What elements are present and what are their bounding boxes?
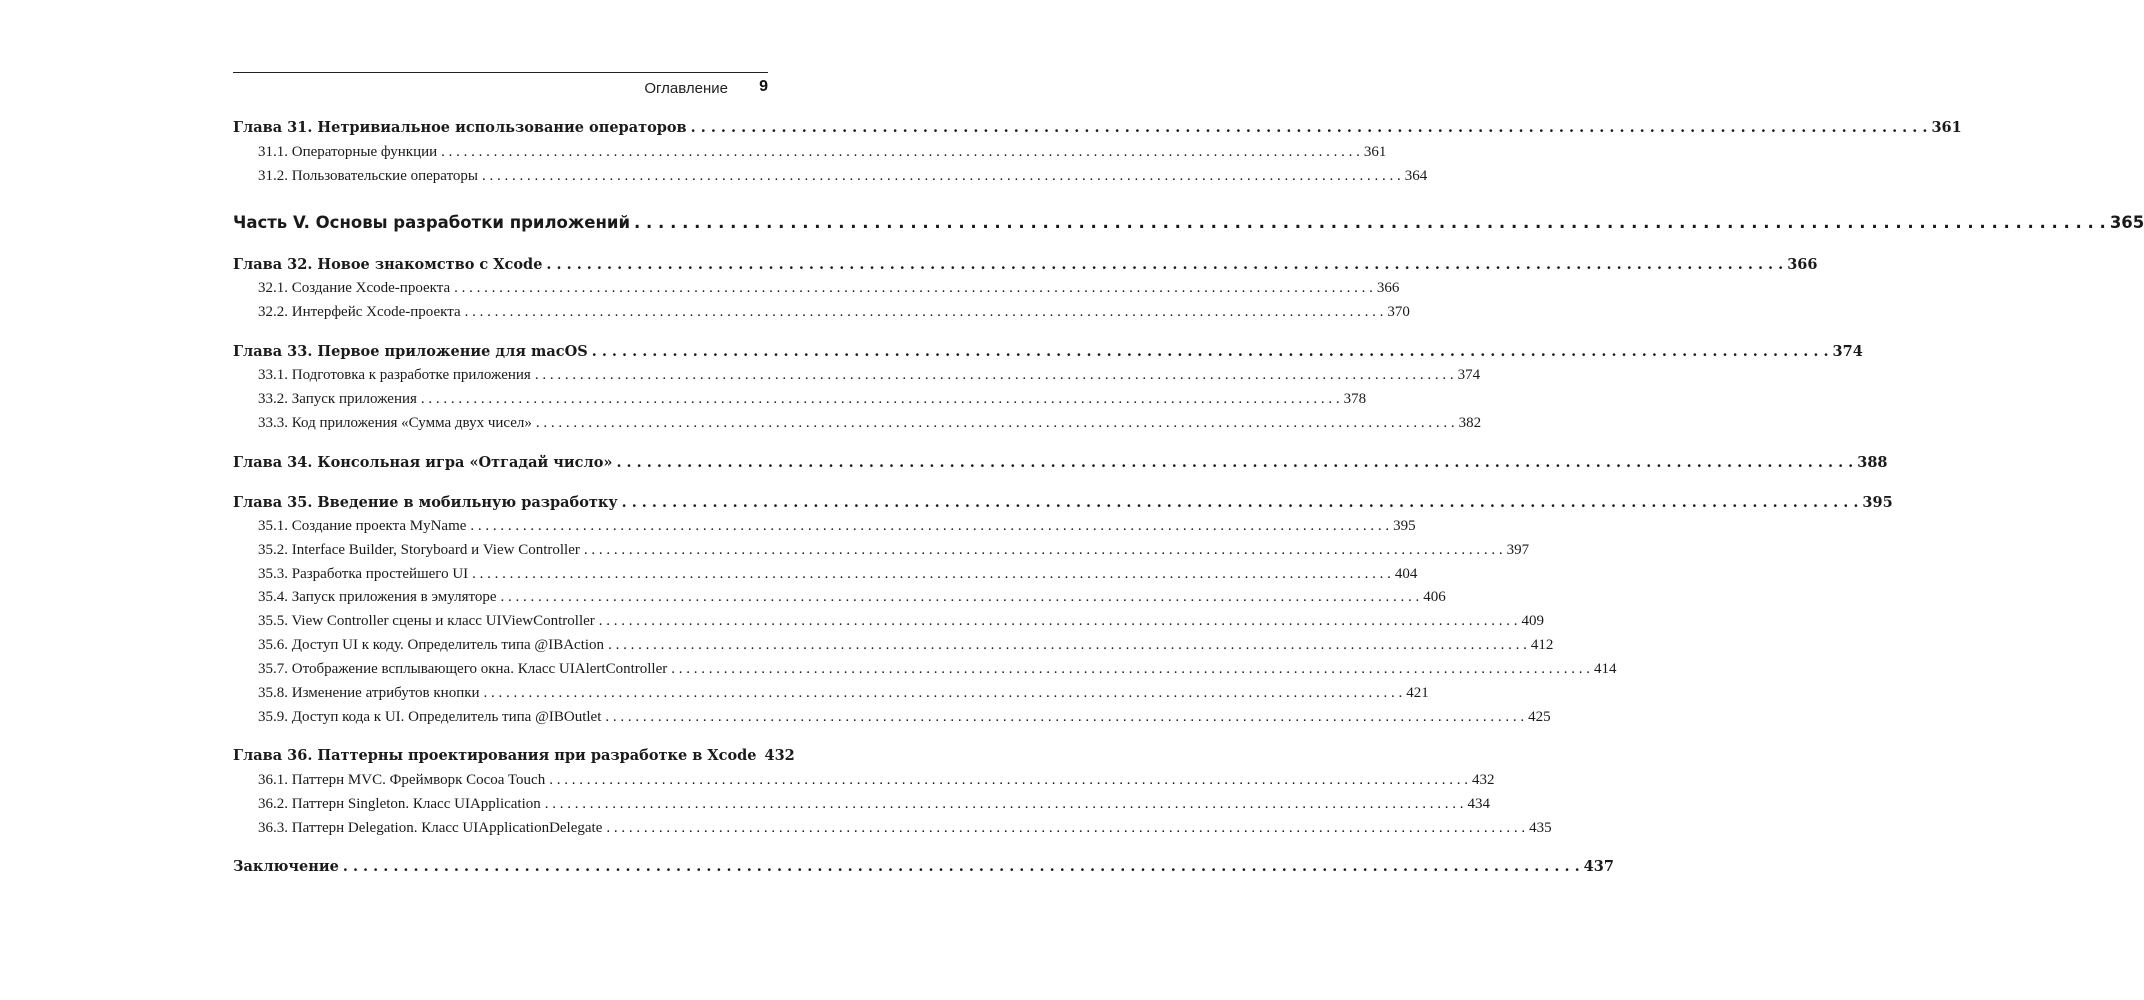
toc-section-35-4[interactable] xyxy=(258,589,1446,611)
toc-page-number: 432 xyxy=(764,747,795,764)
dot-leader xyxy=(622,494,1859,511)
toc-page-number: 364 xyxy=(1404,168,1428,184)
dot-leader xyxy=(691,119,1928,136)
toc-chapter-35[interactable] xyxy=(233,494,1893,516)
toc-title: Глава 36. Паттерны проектирования при разработке в Xcode xyxy=(233,747,757,764)
toc-page-number: 374 xyxy=(1832,343,1863,360)
toc-title: 35.8. Изменение атрибутов кнопки xyxy=(258,685,480,701)
toc-title: 35.4. Запуск приложения в эмуляторе xyxy=(258,589,497,605)
toc-section-31-2[interactable] xyxy=(258,168,1428,190)
toc-page-number: 361 xyxy=(1931,119,1962,136)
toc-part-5[interactable] xyxy=(233,213,2144,239)
dot-leader xyxy=(549,772,1468,789)
toc-section-35-6[interactable] xyxy=(258,637,1554,659)
toc-title: 31.2. Пользовательские операторы xyxy=(258,168,479,184)
dot-leader xyxy=(545,796,1464,813)
toc-page-number: 370 xyxy=(1387,304,1410,320)
toc-section-35-9[interactable] xyxy=(258,709,1551,731)
toc-title: 35.5. View Controller сцены и класс UIViewController xyxy=(258,613,595,629)
toc-page-number: 404 xyxy=(1394,566,1418,582)
dot-leader xyxy=(441,144,1360,161)
toc-page-number: 378 xyxy=(1343,391,1367,407)
dot-leader xyxy=(484,685,1403,702)
toc-page-number: 406 xyxy=(1423,589,1446,605)
toc-section-32-2[interactable] xyxy=(258,304,1410,326)
toc-section-35-2[interactable] xyxy=(258,542,1530,564)
toc-title: 35.3. Разработка простейшего UI xyxy=(258,566,469,582)
toc-section-35-5[interactable] xyxy=(258,613,1545,635)
toc-title: 33.2. Запуск приложения xyxy=(258,391,417,407)
toc-title: 36.2. Паттерн Singleton. Класс UIApplication xyxy=(258,796,541,812)
toc-page-number: 435 xyxy=(1529,820,1552,836)
toc-title: 35.9. Доступ кода к UI. Определитель типа @IBOutlet xyxy=(258,709,602,725)
toc-chapter-32[interactable] xyxy=(233,256,1818,278)
toc-section-33-2[interactable] xyxy=(258,391,1367,413)
dot-leader xyxy=(605,709,1524,726)
dot-leader xyxy=(584,542,1503,559)
dot-leader xyxy=(606,820,1525,837)
toc-title: 36.1. Паттерн MVC. Фреймворк Cocoa Touch xyxy=(258,772,546,788)
toc-page-number: 432 xyxy=(1471,772,1495,788)
dot-leader xyxy=(482,168,1401,185)
dot-leader xyxy=(536,415,1455,432)
toc-page-number: 397 xyxy=(1506,542,1530,558)
toc-section-35-3[interactable] xyxy=(258,566,1418,588)
toc-page-number: 434 xyxy=(1467,796,1491,812)
toc-chapter-36[interactable] xyxy=(233,747,795,769)
toc-title: 36.3. Паттерн Delegation. Класс UIApplicationDelegate xyxy=(258,820,603,836)
toc-title: Заключение xyxy=(233,858,339,875)
toc-page-number: 361 xyxy=(1363,144,1387,160)
dot-leader xyxy=(472,566,1391,583)
dot-leader xyxy=(470,518,1389,535)
toc-page-number: 374 xyxy=(1457,367,1481,383)
running-title: Оглавление xyxy=(644,80,728,97)
toc-title: 31.1. Операторные функции xyxy=(258,144,438,160)
toc-page-number: 395 xyxy=(1393,518,1416,534)
dot-leader xyxy=(616,454,1853,471)
dot-leader xyxy=(608,637,1527,654)
toc-title: 33.3. Код приложения «Сумма двух чисел» xyxy=(258,415,532,431)
toc-page-number: 382 xyxy=(1458,415,1482,431)
toc-title: Глава 35. Введение в мобильную разработку xyxy=(233,494,618,511)
toc-page-number: 366 xyxy=(1787,256,1818,273)
toc-title: 35.6. Доступ UI к коду. Определитель типа @IBAction xyxy=(258,637,605,653)
toc-title: 33.1. Подготовка к разработке приложения xyxy=(258,367,531,383)
toc-section-33-1[interactable] xyxy=(258,367,1481,389)
dot-leader xyxy=(599,613,1518,630)
running-head xyxy=(233,78,768,100)
toc-page-number: 395 xyxy=(1862,494,1893,511)
toc-section-33-3[interactable] xyxy=(258,415,1482,437)
toc-title: Глава 31. Нетривиальное использование операторов xyxy=(233,119,687,136)
toc-title: Глава 33. Первое приложение для macOS xyxy=(233,343,588,360)
toc-title: 35.1. Создание проекта MyName xyxy=(258,518,467,534)
toc-section-32-1[interactable] xyxy=(258,280,1400,302)
toc-page-number: 388 xyxy=(1857,454,1888,471)
dot-leader xyxy=(343,858,1580,875)
dot-leader xyxy=(671,661,1590,678)
dot-leader xyxy=(546,256,1783,273)
toc-page-number: 437 xyxy=(1583,858,1614,875)
toc-title: 35.7. Отображение всплывающего окна. Класс UIAlertController xyxy=(258,661,668,677)
toc-title: 32.1. Создание Xcode-проекта xyxy=(258,280,451,296)
running-page-number: 9 xyxy=(759,78,768,95)
toc-title: 35.2. Interface Builder, Storyboard и View Controller xyxy=(258,542,580,558)
toc-page-number: 366 xyxy=(1376,280,1400,296)
dot-leader xyxy=(465,304,1384,321)
toc-section-36-1[interactable] xyxy=(258,772,1495,794)
toc-title: 32.2. Интерфейс Xcode-проекта xyxy=(258,304,461,320)
toc-page-number: 409 xyxy=(1521,613,1545,629)
toc-title: Глава 34. Консольная игра «Отгадай число» xyxy=(233,454,613,471)
dot-leader xyxy=(421,391,1340,408)
toc-chapter-33[interactable] xyxy=(233,343,1863,365)
toc-chapter-31[interactable] xyxy=(233,119,1962,141)
toc-chapter-34[interactable] xyxy=(233,454,1888,476)
toc-page-number: 412 xyxy=(1530,637,1554,653)
toc-section-36-3[interactable] xyxy=(258,820,1552,842)
toc-conclusion[interactable] xyxy=(233,858,1614,880)
toc-section-36-2[interactable] xyxy=(258,796,1491,818)
toc-title: Часть V. Основы разработки приложений xyxy=(233,213,631,232)
toc-section-35-1[interactable] xyxy=(258,518,1416,540)
toc-page-number: 425 xyxy=(1528,709,1551,725)
toc-page-number: 421 xyxy=(1406,685,1429,701)
toc-section-35-7[interactable] xyxy=(258,661,1617,683)
dot-leader xyxy=(535,367,1454,384)
dot-leader xyxy=(592,343,1829,360)
dot-leader xyxy=(501,589,1420,606)
toc-section-31-1[interactable] xyxy=(258,144,1387,166)
toc-title: Глава 32. Новое знакомство с Xcode xyxy=(233,256,543,273)
toc-section-35-8[interactable] xyxy=(258,685,1429,707)
dot-leader xyxy=(454,280,1373,297)
header-rule xyxy=(233,72,768,73)
toc-page-number: 414 xyxy=(1593,661,1617,677)
dot-leader xyxy=(634,213,2106,232)
toc-page-number: 365 xyxy=(2109,213,2144,232)
